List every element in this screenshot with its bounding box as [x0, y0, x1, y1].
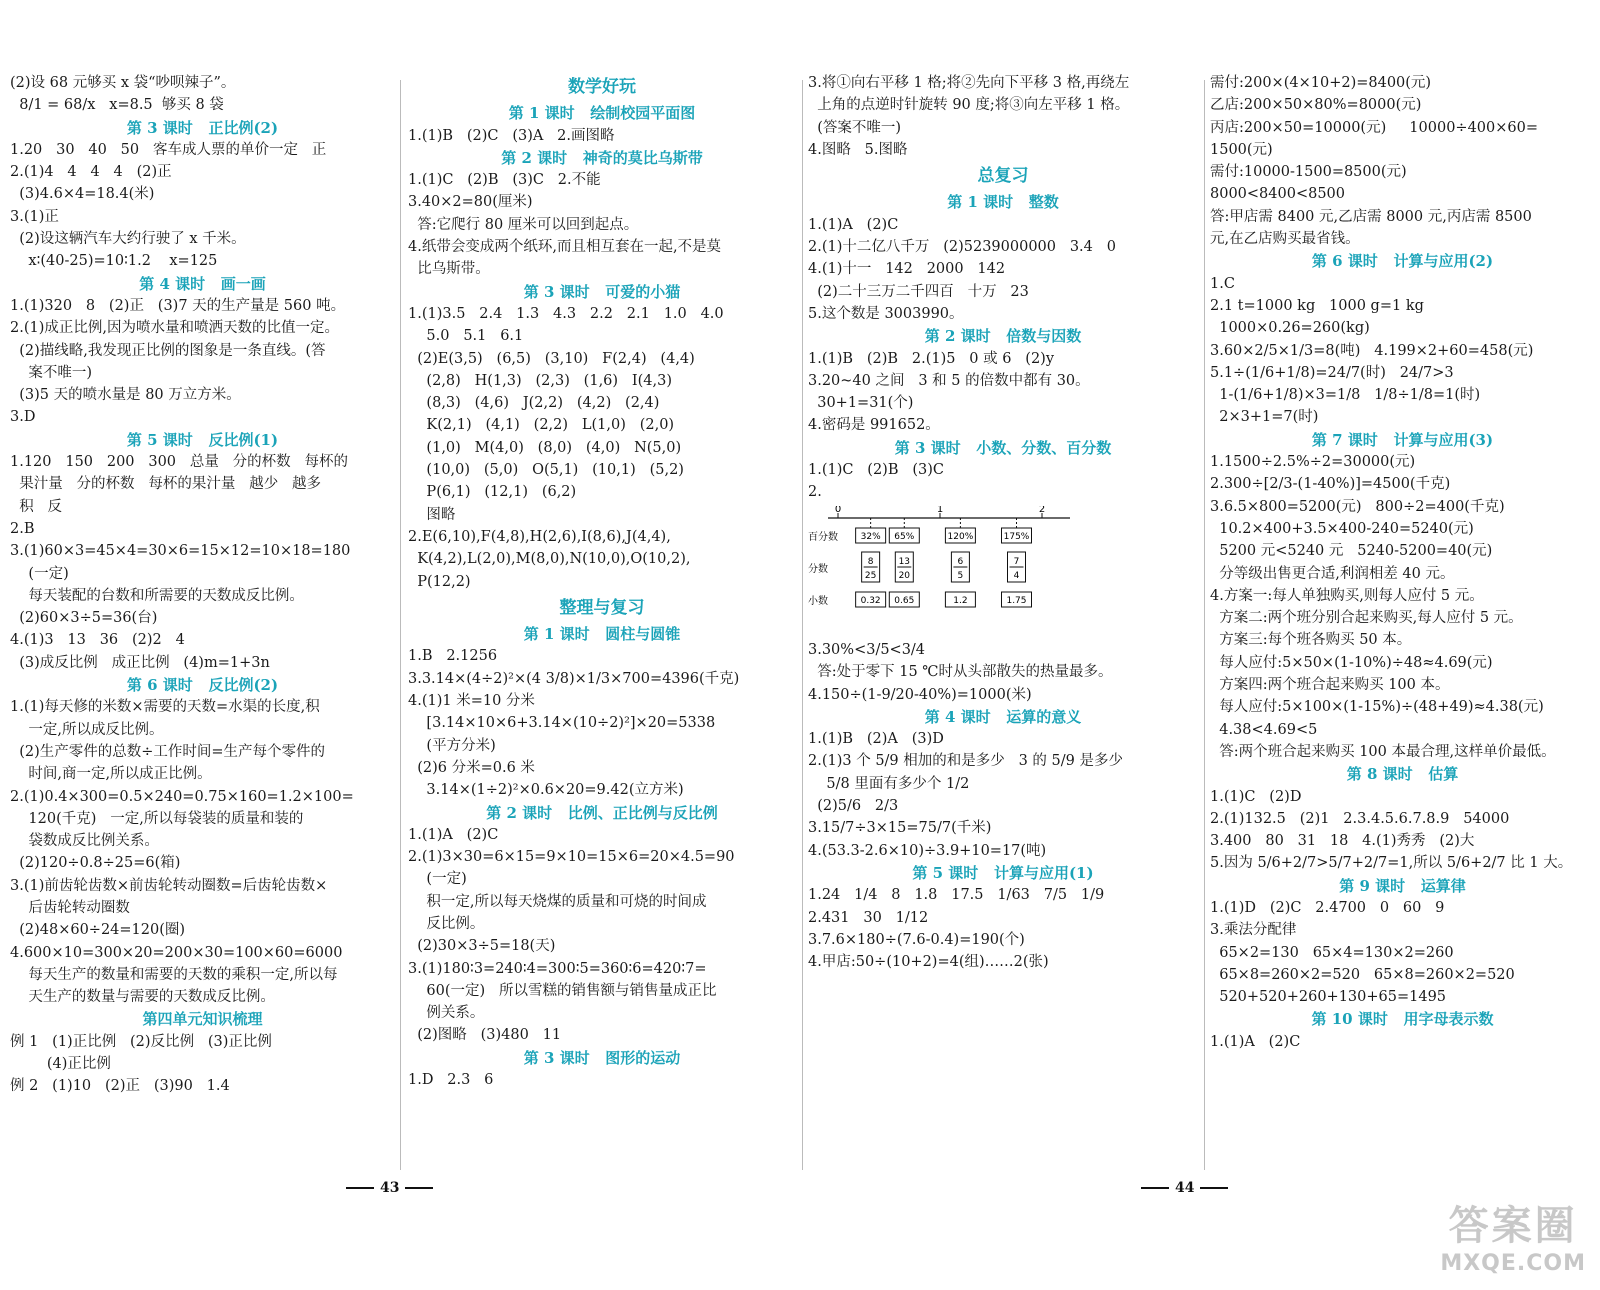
answer-line: 3.(1)正 — [10, 208, 59, 225]
row-label: 百分数 — [808, 531, 838, 543]
answer-line: 4.(1)十一 142 2000 142 — [808, 261, 1006, 278]
unit-heading: 总复习 — [977, 166, 1029, 187]
answer-line: 每天装配的台数和所需要的天数成反比例。 — [10, 587, 304, 604]
answer-line: 1.(1)C (2)D — [1210, 788, 1302, 805]
lesson-heading: 第四单元知识梳理 — [142, 1010, 263, 1029]
answer-line: (3)4.6×4=18.4(米) — [10, 186, 155, 203]
lesson-heading: 第 2 课时 比例、正比例与反比例 — [486, 803, 718, 822]
axis-tick-label: 0 — [834, 505, 842, 515]
answer-line: 4.图略 5.图略 — [808, 141, 908, 158]
answer-line: (10,0) (5,0) O(5,1) (10,1) (5,2) — [408, 462, 684, 479]
answer-line: 例关系。 — [408, 1005, 485, 1022]
fraction-numerator: 6 — [957, 556, 964, 567]
answer-line: 1.120 150 200 300 总量 分的杯数 每杯的 — [10, 454, 349, 471]
page-number-right: 44 — [1135, 1180, 1234, 1196]
answer-line: 答:甲店需 8400 元,乙店需 8000 元,丙店需 8500 — [1210, 208, 1532, 225]
column-1 — [10, 72, 395, 1098]
lesson-heading: 第 9 课时 运算律 — [1339, 876, 1466, 895]
answer-line: (3)5 天的喷水量是 80 万立方米。 — [10, 387, 241, 404]
fraction-denominator: 4 — [1013, 570, 1020, 581]
answer-line: 后齿轮转动圈数 — [10, 899, 130, 916]
row-label: 分数 — [808, 563, 828, 575]
answer-line: 3.7.6×180÷(7.6-0.4)=190(个) — [808, 931, 1025, 948]
answer-line: (4)正比例 — [10, 1056, 111, 1073]
lesson-heading: 第 2 课时 神奇的莫比乌斯带 — [501, 148, 703, 167]
answer-line: P(12,2) — [408, 573, 471, 590]
answer-line: 5.1÷(1/6+1/8)=24/7(时) 24/7>3 — [1210, 364, 1454, 381]
answer-line: 5/8 里面有多少个 1/2 — [808, 775, 970, 792]
answer-line: (2)60×3÷5=36(台) — [10, 610, 158, 627]
answer-line: (2)设这辆汽车大约行驶了 x 千米。 — [10, 231, 246, 248]
answer-line: 1.B 2.1256 — [408, 648, 498, 665]
watermark-cn: 答案圈 — [1448, 1203, 1578, 1249]
fraction-numerator: 7 — [1013, 556, 1020, 567]
answer-line: 丙店:200×50=10000(元) 10000÷400×60= — [1210, 119, 1538, 136]
answer-line: 每人应付:5×100×(1-15%)÷(48+49)≈4.38(元) — [1210, 699, 1544, 716]
answer-line: 时间,商一定,所以成正比例。 — [10, 766, 212, 783]
lesson-heading: 第 1 课时 绘制校园平面图 — [508, 104, 696, 123]
answer-line: 答:处于零下 15 ℃时从头部散失的热量最多。 — [808, 664, 1113, 681]
answer-line: 5.这个数是 3003990。 — [808, 305, 964, 322]
answer-line: 3.60×2/5×1/3=8(吨) 4.199×2+60=458(元) — [1210, 342, 1534, 359]
answer-line: (8,3) (4,6) J(2,2) (4,2) (2,4) — [408, 395, 660, 412]
answer-line: 2.(1)0.4×300=0.5×240=0.75×160=1.2×100= — [10, 788, 354, 805]
answer-line: 1.(1)B (2)A (3)D — [808, 731, 944, 748]
axis-tick-label: 1 — [936, 505, 944, 515]
answer-line: 4.(1)3 13 36 (2)2 4 — [10, 632, 185, 649]
answer-line: (2)6 分米=0.6 米 — [408, 759, 535, 776]
answer-line: 需付:10000-1500=8500(元) — [1210, 164, 1407, 181]
row-label: 小数 — [808, 595, 828, 607]
answer-line: 1.1500÷2.5%÷2=30000(元) — [1210, 454, 1416, 471]
answer-line: (2)描线略,我发现正比例的图象是一条直线。(答 — [10, 342, 326, 359]
answer-line: 方案四:两个班合起来购买 100 本。 — [1210, 677, 1450, 694]
lesson-heading: 第 4 课时 画一画 — [139, 274, 266, 293]
answer-line: 方案二:两个班分别合起来购买,每人应付 5 元。 — [1210, 610, 1523, 627]
answer-line: 反比例。 — [408, 915, 485, 932]
answer-line: 答:它爬行 80 厘米可以回到起点。 — [408, 216, 639, 233]
answer-line: 4.38<4.69<5 — [1210, 721, 1318, 738]
answer-line: 每人应付:5×50×(1-10%)÷48≈4.69(元) — [1210, 654, 1493, 671]
answer-line: 2.1 t=1000 kg 1000 g=1 kg — [1210, 297, 1424, 314]
answer-line: [3.14×10×6+3.14×(10÷2)²]×20=5338 — [408, 715, 716, 732]
answer-line: (一定) — [10, 565, 69, 582]
percent-value: 175% — [1003, 531, 1030, 542]
answer-line: 4.纸带会变成两个纸环,而且相互套在一起,不是莫 — [408, 239, 722, 256]
answer-line: 答:两个班合起来购买 100 本最合理,这样单价最低。 — [1210, 743, 1556, 760]
answer-line: 5.因为 5/6+2/7>5/7+2/7=1,所以 5/6+2/7 比 1 大。 — [1210, 855, 1573, 872]
answer-line: 2.431 30 1/12 — [808, 909, 929, 926]
answer-line: 4.密码是 991652。 — [808, 417, 940, 434]
answer-line: 120(千克) 一定,所以每袋装的质量和装的 — [10, 810, 304, 827]
answer-line: 3.20~40 之间 3 和 5 的倍数中都有 30。 — [808, 372, 1090, 389]
fraction-numerator: 13 — [898, 556, 911, 567]
column-3 — [808, 72, 1198, 973]
answer-line: 需付:200×(4×10+2)=8400(元) — [1210, 75, 1432, 91]
answer-line: (一定) — [408, 871, 467, 888]
lesson-heading: 第 4 课时 运算的意义 — [924, 707, 1082, 726]
answer-line: 4.(1)1 米=10 分米 — [408, 693, 535, 710]
answer-line: 3.30%<3/5<3/4 — [808, 641, 926, 658]
answer-line: 1.(1)D (2)C 2.4700 0 60 9 — [1210, 899, 1445, 916]
answer-line: (平方分米) — [408, 737, 496, 754]
answer-line: 2.(1)132.5 (2)1 2.3.4.5.6.7.8.9 54000 — [1210, 810, 1510, 827]
answer-line: 1-(1/6+1/8)×3=1/8 1/8÷1/8=1(时) — [1210, 387, 1481, 404]
unit-heading: 整理与复习 — [559, 597, 645, 618]
answer-line: 10.2×400+3.5×400-240=5240(元) — [1210, 520, 1474, 537]
decimal-value: 0.65 — [894, 595, 915, 606]
answer-line: (2)设 68 元够买 x 袋“吵呗辣子”。 — [10, 75, 236, 91]
answer-line: 3.40×2=80(厘米) — [408, 194, 533, 211]
answer-line: 3.14×(1÷2)²×0.6×20=9.42(立方米) — [408, 782, 684, 799]
answer-line: 3.400 80 31 18 4.(1)秀秀 (2)大 — [1210, 833, 1475, 850]
answer-line: 4.(53.3-2.6×10)÷3.9+10=17(吨) — [808, 842, 1047, 859]
answer-line: 1.D 2.3 6 — [408, 1072, 494, 1089]
answer-line: (2)30×3÷5=18(天) — [408, 938, 556, 955]
lesson-heading: 第 8 课时 估算 — [1346, 765, 1459, 784]
answer-line: 65×2=130 65×4=130×2=260 — [1210, 944, 1454, 961]
column-4 — [1210, 72, 1595, 1053]
answer-line: 60(一定) 所以雪糕的销售额与销售量成正比 — [408, 982, 717, 999]
answer-line: 1.(1)A (2)C — [1210, 1033, 1301, 1050]
lesson-heading: 第 3 课时 可爱的小猫 — [523, 282, 681, 301]
answer-line: (2)5/6 2/3 — [808, 798, 899, 815]
answer-line: 4.150÷(1-9/20-40%)=1000(米) — [808, 686, 1032, 703]
answer-line: 4.600×10=300×20=200×30=100×60=6000 — [10, 944, 343, 961]
lesson-heading: 第 2 课时 倍数与因数 — [924, 327, 1082, 346]
answer-line: 4.甲店:50÷(10+2)=4(组)……2(张) — [808, 954, 1049, 971]
answer-line: 上角的点逆时针旋转 90 度;将③向左平移 1 格。 — [808, 97, 1130, 114]
answer-line: 积一定,所以每天烧煤的质量和可烧的时间成 — [408, 893, 707, 910]
answer-line: 例 2 (1)10 (2)正 (3)90 1.4 — [10, 1078, 230, 1095]
fraction-denominator: 20 — [898, 570, 911, 581]
answer-line: 果汁量 分的杯数 每杯的果汁量 越少 越多 — [10, 476, 322, 493]
answer-line: (3)成反比例 成正比例 (4)m=1+3n — [10, 654, 270, 671]
answer-line: 天生产的数量与需要的天数成反比例。 — [10, 989, 275, 1006]
answer-line: 2.E(6,10),F(4,8),H(2,6),I(8,6),J(4,4), — [408, 528, 671, 545]
fraction-denominator: 25 — [864, 570, 877, 581]
answer-line: 1000×0.26=260(kg) — [1210, 320, 1370, 337]
answer-line: (2)二十三万二千四百 十万 23 — [808, 283, 1029, 300]
lesson-heading: 第 6 课时 反比例(2) — [126, 676, 279, 695]
answer-line: 1.24 1/4 8 1.8 17.5 1/63 7/5 1/9 — [808, 887, 1105, 904]
answer-line: 袋数成反比例关系。 — [10, 833, 159, 850]
answer-line: 1.(1)C (2)B (3)C — [808, 462, 944, 479]
answer-line: 一定,所以成反比例。 — [10, 721, 164, 738]
answer-line: (答案不唯一) — [808, 119, 902, 136]
decimal-value: 0.32 — [860, 595, 881, 606]
watermark-en: MXQE.COM — [1440, 1251, 1586, 1276]
answer-line: 3.3.14×(4÷2)²×(4 3/8)×1/3×700=4396(千克) — [408, 670, 740, 687]
answer-line: 每天生产的数量和需要的天数的乘积一定,所以每 — [10, 966, 338, 983]
answer-line: 2.300÷[2/3-(1-40%)]=4500(千克) — [1210, 476, 1451, 493]
answer-line: 2.(1)十二亿八千万 (2)5239000000 3.4 0 — [808, 239, 1116, 256]
lesson-heading: 第 5 课时 反比例(1) — [126, 430, 279, 449]
answer-line: 3.6.5×800=5200(元) 800÷2=400(千克) — [1210, 498, 1505, 515]
column-2 — [408, 72, 796, 1091]
answer-line: 1.(1)B (2)C (3)A 2.画图略 — [408, 127, 615, 144]
lesson-heading: 第 3 课时 图形的运动 — [523, 1048, 681, 1067]
answer-line: 1.20 30 40 50 客车成人票的单价一定 正 — [10, 141, 327, 158]
watermark-logo — [1440, 1194, 1586, 1276]
answer-line: 5200 元<5240 元 5240-5200=40(元) — [1210, 543, 1493, 560]
answer-line: 1500(元) — [1210, 141, 1273, 158]
page-number-left: 43 — [340, 1180, 439, 1196]
percent-value: 32% — [860, 531, 881, 542]
lesson-heading: 第 3 课时 正比例(2) — [126, 118, 279, 137]
answer-line: 8/1 = 68/x x=8.5 够买 8 袋 — [10, 97, 224, 114]
unit-heading: 数学好玩 — [568, 77, 636, 97]
decimal-value: 1.2 — [953, 595, 968, 606]
answer-line: 图略 — [408, 506, 456, 523]
answer-line: 1.(1)320 8 (2)正 (3)7 天的生产量是 560 吨。 — [10, 297, 346, 314]
number-line-figure — [808, 506, 1078, 626]
answer-line: 65×8=260×2=520 65×8=260×2=520 — [1210, 966, 1515, 983]
answer-line: 4.方案一:每人单独购买,则每人应付 5 元。 — [1210, 587, 1484, 604]
lesson-heading: 第 1 课时 整数 — [947, 193, 1059, 212]
answer-line: 比乌斯带。 — [408, 261, 490, 278]
answer-line: 1.(1)B (2)B 2.(1)5 0 或 6 (2)y — [808, 350, 1055, 367]
column-divider — [400, 80, 401, 1170]
answer-line: 乙店:200×50×80%=8000(元) — [1210, 97, 1422, 114]
answer-line: (2,8) H(1,3) (2,3) (1,6) I(4,3) — [408, 372, 672, 389]
answer-line: 分等级出售更合适,利润相差 40 元。 — [1210, 565, 1455, 582]
answer-line: K(2,1) (4,1) (2,2) L(1,0) (2,0) — [408, 417, 675, 434]
answer-line: 3.15/7÷3×15=75/7(千米) — [808, 820, 992, 837]
answer-line: 520+520+260+130+65=1495 — [1210, 989, 1447, 1006]
answer-line: 1.(1)A (2)C — [808, 216, 899, 233]
answer-line: (1,0) M(4,0) (8,0) (4,0) N(5,0) — [408, 439, 682, 456]
answer-line: 1.C — [1210, 275, 1235, 292]
answer-line: 1.(1)3.5 2.4 1.3 4.3 2.2 2.1 1.0 4.0 — [408, 305, 724, 322]
answer-line: 案不唯一) — [10, 364, 93, 381]
lesson-heading: 第 7 课时 计算与应用(3) — [1311, 430, 1494, 449]
answer-line: 30+1=31(个) — [808, 395, 914, 412]
answer-line: 2.(1)3×30=6×15=9×10=15×6=20×4.5=90 — [408, 849, 735, 866]
answer-line: 例 1 (1)正比例 (2)反比例 (3)正比例 — [10, 1033, 272, 1050]
answer-line: 8000<8400<8500 — [1210, 186, 1346, 203]
answer-line: 2. — [808, 484, 822, 501]
answer-line: 方案三:每个班各购买 50 本。 — [1210, 632, 1412, 649]
answer-line: x∶(40-25)=10∶1.2 x=125 — [10, 253, 218, 270]
answer-line: 3.(1)60×3=45×4=30×6=15×12=10×18=180 — [10, 543, 351, 560]
percent-value: 120% — [947, 531, 974, 542]
answer-line: 3.将①向右平移 1 格;将②先向下平移 3 格,再绕左 — [808, 75, 1130, 91]
lesson-heading: 第 1 课时 圆柱与圆锥 — [523, 625, 681, 644]
column-divider — [1204, 80, 1205, 1170]
lesson-heading: 第 6 课时 计算与应用(2) — [1311, 252, 1494, 271]
answer-line: K(4,2),L(2,0),M(8,0),N(10,0),O(10,2), — [408, 551, 691, 568]
lesson-heading: 第 5 课时 计算与应用(1) — [912, 863, 1094, 882]
answer-line: 2.(1)4 4 4 4 (2)正 — [10, 164, 172, 181]
answer-line: 2.(1)成正比例,因为喷水量和喷洒天数的比值一定。 — [10, 320, 339, 337]
answer-line: P(6,1) (12,1) (6,2) — [408, 484, 577, 501]
fraction-denominator: 5 — [957, 570, 964, 581]
fraction-numerator: 8 — [867, 556, 874, 567]
percent-value: 65% — [894, 531, 915, 542]
answer-line: 1.(1)A (2)C — [408, 826, 499, 843]
lesson-heading: 第 10 课时 用字母表示数 — [1311, 1010, 1494, 1029]
answer-line: (2)E(3,5) (6,5) (3,10) F(2,4) (4,4) — [408, 350, 695, 367]
lesson-heading: 第 3 课时 小数、分数、百分数 — [894, 438, 1112, 457]
answer-line: 元,在乙店购买最省钱。 — [1210, 231, 1360, 248]
axis-tick-label: 2 — [1038, 505, 1046, 515]
answer-line: 3.(1)180∶3=240∶4=300∶5=360∶6=420∶7= — [408, 960, 707, 977]
answer-line: 2.(1)3 个 5/9 相加的和是多少 3 的 5/9 是多少 — [808, 753, 1123, 770]
column-divider — [802, 80, 803, 1170]
answer-line: 2.B — [10, 520, 35, 537]
answer-line: (2)生产零件的总数÷工作时间=生产每个零件的 — [10, 743, 326, 760]
answer-line: 1.(1)C (2)B (3)C 2.不能 — [408, 172, 601, 189]
answer-line: 5.0 5.1 6.1 — [408, 328, 524, 345]
decimal-value: 1.75 — [1006, 595, 1027, 606]
answer-line: 3.D — [10, 409, 36, 426]
answer-line: 积 反 — [10, 498, 63, 515]
answer-line: (2)120÷0.8÷25=6(箱) — [10, 855, 181, 872]
answer-line: 3.乘法分配律 — [1210, 922, 1297, 939]
answer-line: 3.(1)前齿轮齿数×前齿轮转动圈数=后齿轮齿数× — [10, 877, 328, 894]
answer-line: (2)48×60÷24=120(圈) — [10, 922, 186, 939]
answer-line: 1.(1)每天修的米数×需要的天数=水渠的长度,积 — [10, 699, 320, 716]
answer-line: (2)图略 (3)480 11 — [408, 1027, 562, 1044]
answer-line: 2×3+1=7(时) — [1210, 409, 1319, 426]
